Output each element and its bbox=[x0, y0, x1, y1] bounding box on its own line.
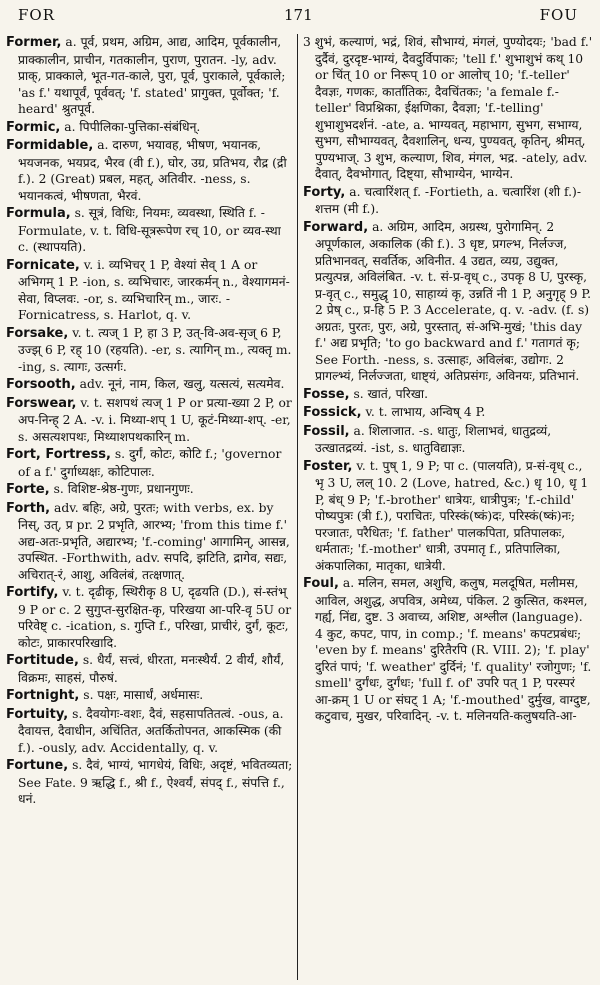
entry-headword: Fortify, bbox=[6, 585, 59, 600]
entry-headword: Former, bbox=[6, 35, 62, 50]
entry-headword: Forsake, bbox=[6, 325, 69, 341]
entry-headword: Fossil, bbox=[303, 423, 350, 439]
entry-definition: s. पक्षः, मासार्धं, अर्धमासः. bbox=[83, 688, 204, 702]
dictionary-entry bbox=[6, 481, 293, 499]
dictionary-entry bbox=[303, 184, 593, 218]
entry-definition: a. पिपीलिका-पुत्तिका-संबंधिन्. bbox=[64, 119, 201, 134]
dictionary-entry bbox=[6, 325, 293, 376]
dictionary-entry bbox=[303, 219, 593, 385]
entry-definition: a. दारुण, भयावह, भीषण, भयानक, भयजनक, भयप्रद, भैरव (वी f.), घोर, उग्र, प्रतिभय, रौद्र (द्री f.). 2 (Great) प्रबल, महत्, अतिवीर. -ness, s. भयानकत्वं, भीषणता, भैरवं. bbox=[18, 138, 287, 203]
entry-headword: Fortitude, bbox=[6, 653, 79, 668]
entry-definition: s. सूत्रं, विधिः, नियमः, व्यवस्था, स्थिति f. -Formulate, v. t. विधि-सूत्ररूपेण रच् 10, or व्यव-स्था c. (स्थापयति). bbox=[18, 206, 281, 254]
dictionary-entry bbox=[303, 404, 593, 422]
dictionary-entry bbox=[6, 757, 293, 808]
entry-definition: v. t. सशपथं त्यज् 1 P or प्रत्या-ख्या 2 P, or अप-निन्ह् 2 A. -v. i. मिथ्या-शप् 1 U, कूटं-मिथ्या-शप्. -er, s. असत्यशपथः, मिथ्याशपथकारिन् m. bbox=[18, 395, 292, 444]
dictionary-entry bbox=[303, 423, 593, 457]
dictionary-entry bbox=[6, 500, 293, 584]
dictionary-entry bbox=[303, 458, 593, 575]
dictionary-entry bbox=[6, 376, 293, 394]
header-right-guide-word: FOU bbox=[539, 6, 578, 24]
entry-definition: 3 शुभं, कल्याणं, भद्रं, शिवं, सौभाग्यं, मंगलं, पुण्योदयः; 'bad f.' दुर्दैवं, दुरदृष्ट-भाग्यं, दैवदुर्विपाकः; 'tell f.' शुभाशुभं कथ् 10 or चिंत् 10 or निरूप् 10 or आलोच् 10; 'f.-teller' दैवज्ञः, गणकः, कार्तांतिकः, दैवचिंतकः; 'a female f.-teller' विप्रश्निका, ईक्षणिका, दैवज्ञा; 'f.-telling' शुभाशुभदर्शनं. -ate, a. भाग्यवत्, महाभाग, सुभग, सभाग्य, सुभग, सौभाग्यवत्, दैवशालिन्, धन्य, पुण्यवत्, कृतिन्, श्रीमत्, पुण्यभाज्. 3 शुभ, कल्याण, शिव, मंगल, भद्र. -ately, adv. दैवात्, दैवभोगात्, दिष्ट्या, सौभाग्येन, भाग्येन. bbox=[303, 35, 593, 181]
dictionary-entry bbox=[6, 137, 293, 204]
entry-headword: Foul, bbox=[303, 576, 339, 591]
dictionary-entry bbox=[6, 205, 293, 256]
entry-headword: Forte, bbox=[6, 482, 50, 497]
entry-definition: s. दुर्गं, कोटः, कोटि f.; 'governor of a f.' दुर्गाध्यक्षः, कोटिपालः. bbox=[18, 447, 282, 479]
entry-definition: a. शिलाजात. -s. धातुः, शिलाभवं, धातुद्रव्यं, उत्खातद्रव्यं. -ist, s. धातुविद्याज्ञः. bbox=[315, 423, 552, 455]
dictionary-entry bbox=[6, 119, 293, 137]
entry-definition: adv. नूनं, नाम, किल, खलु, यत्सत्यं, सत्यमेव. bbox=[79, 377, 285, 391]
entry-definition: a. चत्वारिंशत् f. -Fortieth, a. चत्वारिंश (शी f.)-शत्तम (मी f.). bbox=[315, 184, 581, 216]
dictionary-entry bbox=[303, 34, 593, 183]
dictionary-entry bbox=[6, 395, 293, 446]
entry-headword: Fortuity, bbox=[6, 706, 69, 722]
column-divider bbox=[297, 34, 298, 980]
entry-definition: s. दैवं, भाग्यं, भागधेयं, विधिः, अदृष्टं, भवितव्यता; See Fate. 9 ऋद्धि f., श्री f., ऐश्वर्यं, संपद् f., संपत्ति f., धनं. bbox=[18, 758, 293, 806]
dictionary-entry bbox=[6, 584, 293, 651]
entry-headword: Foster, bbox=[303, 458, 353, 474]
entry-headword: Forswear, bbox=[6, 395, 77, 411]
header-left-guide-word: FOR bbox=[18, 6, 55, 24]
entry-definition: v. t. लाभाय, अन्विष् 4 P. bbox=[365, 405, 486, 419]
dictionary-entry bbox=[6, 687, 293, 705]
dictionary-entry bbox=[6, 446, 293, 480]
dictionary-entry bbox=[6, 257, 293, 324]
entry-definition: a. मलिन, समल, अशुचि, कलुष, मलदूषित, मलीमस, आविल, अशुद्ध, अपवित्र, अमेध्य, पंकिल. 2 कुत्सित, कश्मल, गर्ह्य, निंद्य, दुष्ट. 3 अवाच्य, अशिष्ट, अश्लील (language). 4 कुट, कपट, पाप, in comp.; 'f. means' कपटप्रबंधः; 'even by f. means' दुरितैरपि (R. VIII. 2); 'f. play' दुरितं पापं; 'f. weather' दुर्दिनं; 'f. quality' रजोगुणः; 'f. smell' दुर्गंधः, दुर्गंधः; 'full f. of' उपरि पत् 1 P, परस्परं आ-क्रम् 1 U or संघट् 1 A; 'f.-mouthed' दुर्मुख, वाग्दुष्ट, कटुवाच, मुखर, परिवादिन्. -v. t. मलिनयति-कलुषयति-आ- bbox=[315, 576, 592, 723]
entry-headword: Fort, Fortress, bbox=[6, 447, 111, 462]
entry-definition: v. t. पुष् 1, 9 P; पा c. (पालयति), प्र-सं-वृध् c., भृ 3 U, लल् 10. 2 (Love, hatred, &c.) धृ 10, धृ 1 P, बंध् 9 P; 'f.-brother' धात्रेयः, धात्रीपुत्रः; 'f.-child' पोष्यपुत्रः (त्री f.), पराचितः, परिस्कं(ष्कं)दः, परिस्कं(ष्कं)नः; परजातः, परैधितः; 'f. father' पालकपिता, प्रतिपालकः, धर्मतातः; 'f.-mother' धात्री, उपमातृ f., प्रतिपालिका, अंकपालिका, मातृका, धात्रेयी. bbox=[315, 458, 589, 573]
entry-definition: v. t. दृढीकृ, स्थिरीकृ 8 U, दृढयति (D.), सं-स्तंभ् 9 P or c. 2 सुगुप्त-सुरक्षित-कृ, परिखया आ-परि-वृ 5U or परिवेष्ट् c. -ication, s. गुप्ति f., परिखा, प्राचीरं, दुर्गं, कूटः, कोटः, प्राकारपरिखादि. bbox=[18, 585, 292, 650]
entry-headword: Formidable, bbox=[6, 138, 94, 153]
entry-definition: s. विशिष्ट-श्रेष्ठ-गुणः, प्रधानगुणः. bbox=[53, 482, 194, 496]
entry-definition: v. i. व्यभिचर् 1 P, वेश्यां सेव् 1 A or अभिगम् 1 P. -ion, s. व्यभिचारः, जारकर्मन् n., वेश्यागमनं-सेवा, विप्लवः. -or, s. व्यभिचारिन् m., जारः. -Fornicatress, s. Harlot, q. v. bbox=[18, 257, 290, 322]
entry-headword: Forty, bbox=[303, 184, 346, 200]
dictionary-entry bbox=[303, 575, 593, 725]
dictionary-entry bbox=[303, 386, 593, 404]
entry-headword: Formula, bbox=[6, 206, 71, 221]
entry-headword: Formic, bbox=[6, 119, 61, 135]
entry-headword: Forsooth, bbox=[6, 377, 76, 392]
entry-headword: Fornicate, bbox=[6, 257, 80, 273]
entry-definition: v. t. त्यज् 1 P, हा 3 P, उत्-वि-अव-सृज् 6 P, उज्झ् 6 P, रह् 10 (रहयति). -er, s. त्यागिन् m., त्यक्तृ m. -ing, s. त्यागः, उत्सर्गः. bbox=[18, 325, 292, 374]
entry-definition: a. पूर्व, प्रथम, अग्रिम, आद्य, आदिम, पूर्वकालीन, प्राक्कालीन, प्राचीन, गतकालीन, पुराण, पुरातन. -ly, adv. प्राक्, प्राक्काले, भूत-गत-काले, पुरा, पूर्व, पुराकाले, पूर्वकाले; 'as f.' यथापूर्वं, पूर्ववत्; 'f. stated' प्रागुक्त, पूर्वोक्त; 'f. heard' श्रुतपूर्व. bbox=[18, 35, 286, 116]
entry-headword: Forth, bbox=[6, 500, 51, 516]
entry-definition: a. अग्रिम, आदिम, अग्रस्थ, पुरोगामिन्. 2 अपूर्णकाल, अकालिक (की f.). 3 धृष्ट, प्रगल्भ, निर्लज्ज, प्रतिभानवत्, सवर्तिक, अविनीत. 4 उद्यत, व्यग्र, उद्युक्त, प्रत्युत्पन्न, अविलंबित. -v. t. सं-प्र-वृध् c., उपकृ 8 U, पुरस्कृ, प्र-वृत् c., समुद्धृ 10, साहाय्यं कृ, उन्नतिं नी 1 P, अनुगृह् 9 P. 2 प्रेष् c., प्र-हि 5 P. 3 Accelerate, q. v. -adv. (f. s) अग्रतः, पुरतः, पुरः, अग्रे, पुरस्तात्, सं-अभि-मुखं; 'this day f.' अद्य प्रभृति; 'to go backward and f.' गतागतं कृ; See Forth. -ness, s. उत्साहः, अविलंबः, उद्योगः. 2 प्रागल्भ्यं, निर्लज्जता, धाष्ट्यं, अतिप्रसंगः, अविनयः, प्रतिभानं. bbox=[315, 219, 592, 383]
page-number: 171 bbox=[284, 6, 313, 24]
entry-definition: s. धैर्यं, सत्त्वं, धीरता, मनःस्थैर्यं. 2 वीर्यं, शौर्यं, विक्रमः, साहसं, पौरुषं. bbox=[18, 653, 285, 685]
entry-definition: s. दैवयोगः-वशः, दैवं, सहसापतितत्वं. -ous, a. दैवायत्त, दैवाधीन, अचिंतित, अतर्कितोपनत, आकस्मिक (की f.). -ously, adv. Accidentally, q. v. bbox=[18, 706, 284, 755]
dictionary-entry bbox=[6, 706, 293, 757]
entry-definition: s. खातं, परिखा. bbox=[353, 386, 428, 401]
right-column bbox=[303, 34, 593, 982]
entry-headword: Fosse, bbox=[303, 386, 350, 402]
dictionary-entry bbox=[6, 652, 293, 686]
entry-headword: Fossick, bbox=[303, 405, 362, 420]
page-header bbox=[0, 0, 600, 30]
entry-headword: Forward, bbox=[303, 219, 369, 235]
entry-headword: Fortnight, bbox=[6, 688, 80, 703]
dictionary-entry bbox=[6, 34, 293, 118]
entry-definition: adv. बहिः, अग्रे, पुरतः; with verbs, ex. by निस्, उत्, प्र pr. 2 प्रभृति, आरभ्य; 'from this time f.' अद्य-अतः-प्रभृति, अद्यारभ्य; 'f.-coming' आगामिन्, आसन्न, उपस्थित. -Forthwith, adv. सपदि, झटिति, द्रागेव, सद्यः, अचिरात्-रं, आशु, अविलंबं, तत्क्षणात्. bbox=[18, 500, 290, 582]
left-column bbox=[6, 34, 293, 982]
entry-headword: Fortune, bbox=[6, 758, 69, 773]
